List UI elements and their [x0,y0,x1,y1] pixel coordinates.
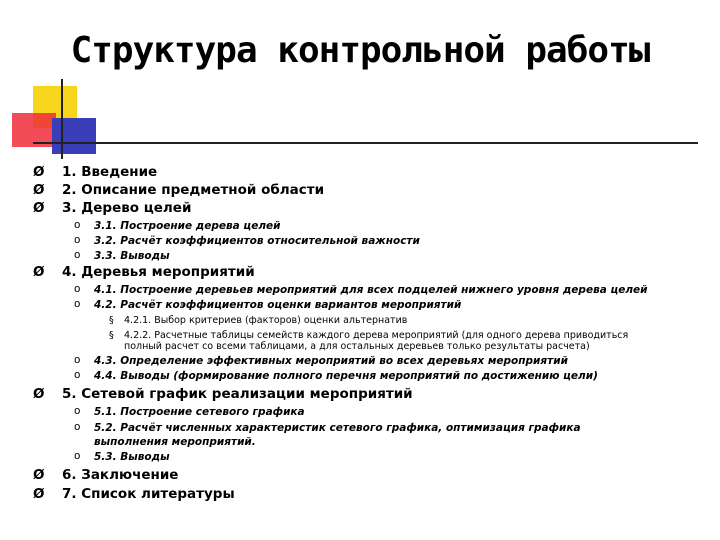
arrow-bullet-icon: Ø [33,182,45,198]
arrow-bullet-icon: Ø [33,264,45,280]
arrow-bullet-icon: Ø [33,200,45,216]
circle-bullet-icon: o [74,298,81,310]
arrow-bullet-icon: Ø [33,386,45,402]
slide-title: Структура контрольной работы [70,30,650,71]
square-bullet-icon: § [109,330,114,341]
circle-bullet-icon: o [74,405,81,417]
circle-bullet-icon: o [74,219,81,231]
decor-horizontal-line [33,142,698,144]
circle-bullet-icon: o [74,283,81,295]
circle-bullet-icon: o [74,369,81,381]
arrow-bullet-icon: Ø [33,164,45,180]
circle-bullet-icon: o [74,234,81,246]
circle-bullet-icon: o [74,249,81,261]
decor-vertical-line [61,79,63,159]
decor-blue-square [52,118,96,154]
circle-bullet-icon: o [74,421,81,433]
circle-bullet-icon: o [74,450,81,462]
arrow-bullet-icon: Ø [33,467,45,483]
circle-bullet-icon: o [74,354,81,366]
square-bullet-icon: § [109,315,114,326]
arrow-bullet-icon: Ø [33,486,45,502]
